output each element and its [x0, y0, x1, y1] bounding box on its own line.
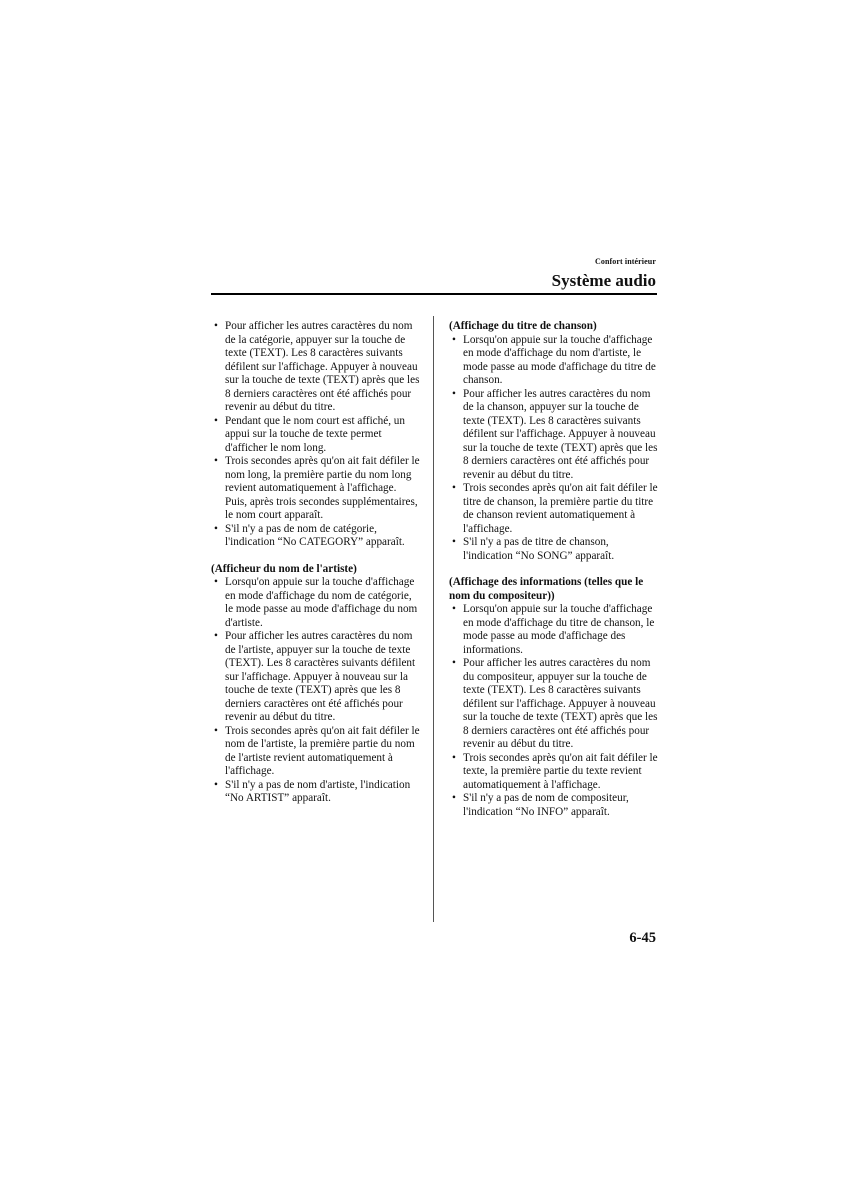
list-item: • S'il n'y a pas de nom de compositeur, l'indication “No INFO” apparaît.	[452, 792, 629, 818]
list-item: • Pendant que le nom court est affiché, un appui sur la touche de texte permet d'afficher le nom long.	[214, 414, 405, 454]
artist-heading: (Afficheur du nom de l'artiste)	[211, 562, 357, 575]
artist-section	[211, 563, 421, 806]
page-number: 6-45	[629, 930, 656, 946]
info-list	[449, 603, 659, 819]
list-item: • Pour afficher les autres caractères du nom du compositeur, appuyer sur la touche de texte (TEXT). Les 8 caractères suivants défilent sur l'affichage. Appuyer à nouveau sur la touche de texte (TEXT) après que les 8 derniers caractères ont été affichés pour revenir au début du titre.	[452, 657, 658, 750]
list-item: • Trois secondes après qu'on ait fait défiler le nom long, la première partie du nom long revient automatiquement à l'affichage. Puis, après trois secondes supplémentaires, le nom court apparaît.	[214, 455, 420, 521]
list-item: • Pour afficher les autres caractères du nom de la chanson, appuyer sur la touche de texte (TEXT). Les 8 caractères suivants défilent sur l'affichage. Appuyer à nouveau sur la touche de texte (TEXT) après que les 8 derniers caractères ont été affichés pour revenir au début du titre.	[452, 387, 658, 481]
list-item: • Trois secondes après qu'on ait fait défiler le titre de chanson, la première partie du titre de chanson revient automatiquement à l'affichage.	[452, 482, 658, 535]
left-column	[211, 320, 421, 819]
list-item: • Lorsqu'on appuie sur la touche d'affichage en mode d'affichage du titre de chanson, le mode passe au mode d'affichage des informations.	[452, 603, 655, 656]
list-item: • Trois secondes après qu'on ait fait défiler le texte, la première partie du texte revient automatiquement à l'affichage.	[452, 751, 658, 791]
list-item: • S'il n'y a pas de titre de chanson, l'indication “No SONG” apparaît.	[452, 536, 615, 562]
list-item: • Lorsqu'on appuie sur la touche d'affichage en mode d'affichage du nom d'artiste, le mode passe au mode d'affichage du titre de chanson.	[452, 333, 656, 386]
header-rule	[211, 293, 657, 295]
info-section	[449, 576, 659, 819]
page-title: Système audio	[551, 271, 656, 290]
column-divider	[433, 316, 434, 922]
song-section	[449, 320, 659, 563]
artist-list	[211, 576, 421, 806]
song-heading: (Affichage du titre de chanson)	[449, 320, 597, 332]
list-item: • S'il n'y a pas de nom d'artiste, l'indication “No ARTIST” apparaît.	[214, 778, 411, 804]
right-column	[449, 320, 659, 832]
category-section	[211, 320, 421, 550]
section-label: Confort intérieur	[594, 257, 656, 266]
list-item: • Lorsqu'on appuie sur la touche d'affichage en mode d'affichage du nom de catégorie, le mode passe au mode d'affichage du nom d'artiste.	[214, 576, 418, 629]
list-item: • Pour afficher les autres caractères du nom de la catégorie, appuyer sur la touche de texte (TEXT). Les 8 caractères suivants défilent sur l'affichage. Appuyer à nouveau sur la touche de texte (TEXT) après que les 8 derniers caractères ont été affichés pour revenir au début du titre.	[214, 320, 420, 413]
song-list	[449, 334, 659, 564]
category-list	[211, 320, 421, 550]
list-item: • Pour afficher les autres caractères du nom de l'artiste, appuyer sur la touche de texte (TEXT). Les 8 caractères suivants défilent sur l'affichage. Appuyer à nouveau sur la touche de texte (TEXT) après que les 8 derniers caractères ont été affichés pour revenir au début du titre.	[214, 630, 416, 723]
list-item: • S'il n'y a pas de nom de catégorie, l'indication “No CATEGORY” apparaît.	[214, 522, 405, 548]
list-item: • Trois secondes après qu'on ait fait défiler le nom de l'artiste, la première partie du nom de l'artiste revient automatiquement à l'affichage.	[214, 724, 420, 777]
info-heading: (Affichage des informations (telles que le nom du compositeur))	[449, 576, 644, 602]
page-header	[552, 257, 656, 292]
